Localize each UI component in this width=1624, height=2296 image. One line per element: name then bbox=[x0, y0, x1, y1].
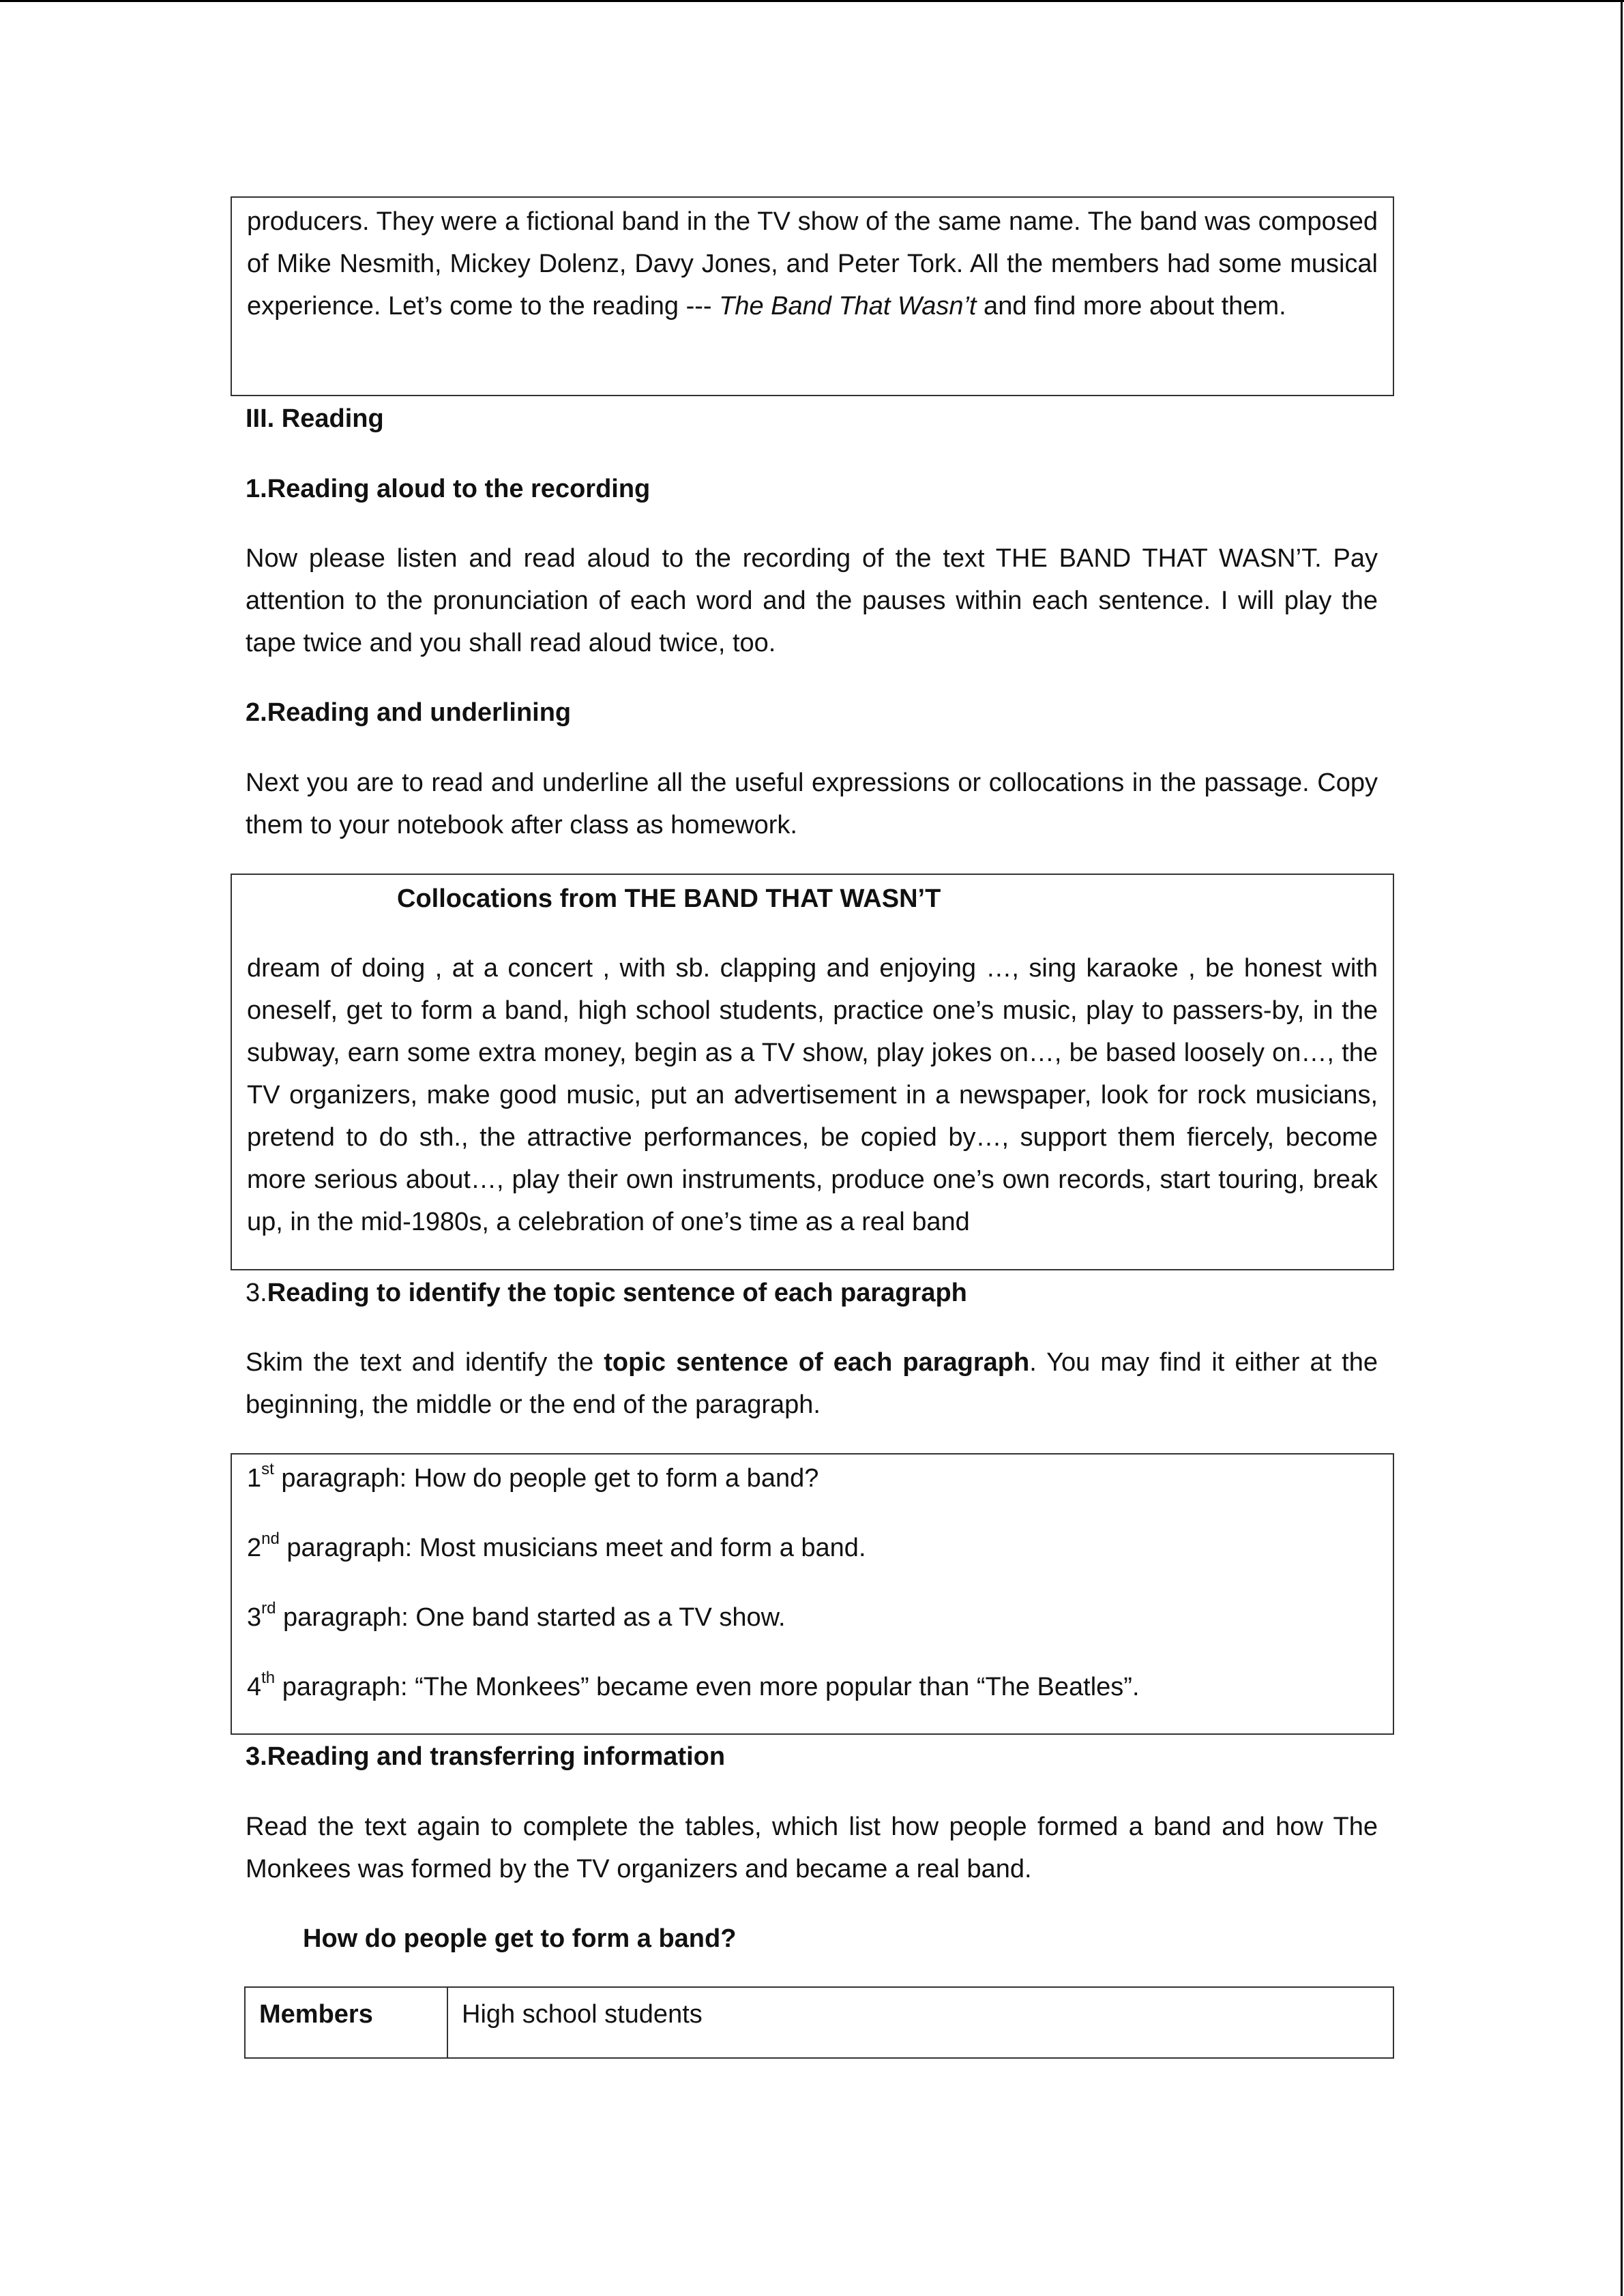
collocations-box bbox=[231, 874, 1394, 1270]
page-border-right bbox=[1621, 0, 1623, 2296]
topic-sentences-box bbox=[231, 1453, 1394, 1735]
part3-body: Skim the text and identify the topic sentence of each paragraph. You may find it either at the beginning, the middle or the end of the paragraph. bbox=[246, 1348, 1378, 1419]
topic-sentence-3: 3rd paragraph: One band started as a TV show. bbox=[247, 1599, 786, 1632]
collocations-title: Collocations from THE BAND THAT WASN’T bbox=[397, 884, 941, 913]
table-title: How do people get to form a band? bbox=[303, 1924, 737, 1953]
collocations-body: dream of doing , at a concert , with sb. clapping and enjoying …, sing karaoke , be honest with oneself, get to form a band, high school students, practice one’s music, play to passers-by, in the subway, earn some extra money, begin as a TV show, play jokes on…, be based loosely on…, the TV organizers, make good music, put an advertisement in a newspaper, look for rock musicians, pretend to do sth., the attractive performances, be copied by…, support them fiercely, become more serious about…, play their own instruments, produce one’s own records, start touring, break up, in the mid-1980s, a celebration of one’s time as a real band bbox=[247, 954, 1378, 1236]
topic-sentence-2: 2nd paragraph: Most musicians meet and form a band. bbox=[247, 1530, 866, 1562]
part4-heading: 3.Reading and transferring information bbox=[246, 1742, 726, 1771]
table-label: Members bbox=[259, 2000, 373, 2029]
intro-box bbox=[231, 196, 1394, 396]
topic-sentence-1: 1st paragraph: How do people get to form a band? bbox=[247, 1460, 819, 1493]
part3-heading: 3.Reading to identify the topic sentence of each paragraph bbox=[246, 1279, 967, 1307]
band-formation-table bbox=[244, 1986, 1394, 2059]
table-value: High school students bbox=[462, 2000, 703, 2029]
part2-heading: 2.Reading and underlining bbox=[246, 698, 572, 727]
page-border-top bbox=[0, 0, 1624, 2]
topic-sentence-4: 4th paragraph: “The Monkees” became even more popular than “The Beatles”. bbox=[247, 1669, 1140, 1701]
part2-body: Next you are to read and underline all the useful expressions or collocations in the passage. Copy them to your notebook after class as homework. bbox=[246, 769, 1378, 839]
part1-heading: 1.Reading aloud to the recording bbox=[246, 475, 651, 503]
part1-body: Now please listen and read aloud to the recording of the text THE BAND THAT WASN’T. Pay attention to the pronunciation of each word and the pauses within each sentence. I will play the tape twice and you shall read aloud twice, too. bbox=[246, 544, 1378, 657]
reading-title: The Band That Wasn’t bbox=[719, 292, 977, 320]
intro-text: producers. They were a fictional band in the TV show of the same name. The band was composed of Mike Nesmith, Mickey Dolenz, Davy Jones, and Peter Tork. All the members had some musical experience. Let’s come to the reading --- The Band That Wasn’t and find more about them. bbox=[247, 207, 1378, 320]
part4-body: Read the text again to complete the tables, which list how people formed a band and how The Monkees was formed by the TV organizers and became a real band. bbox=[246, 1813, 1378, 1883]
section-heading: III. Reading bbox=[246, 404, 384, 433]
